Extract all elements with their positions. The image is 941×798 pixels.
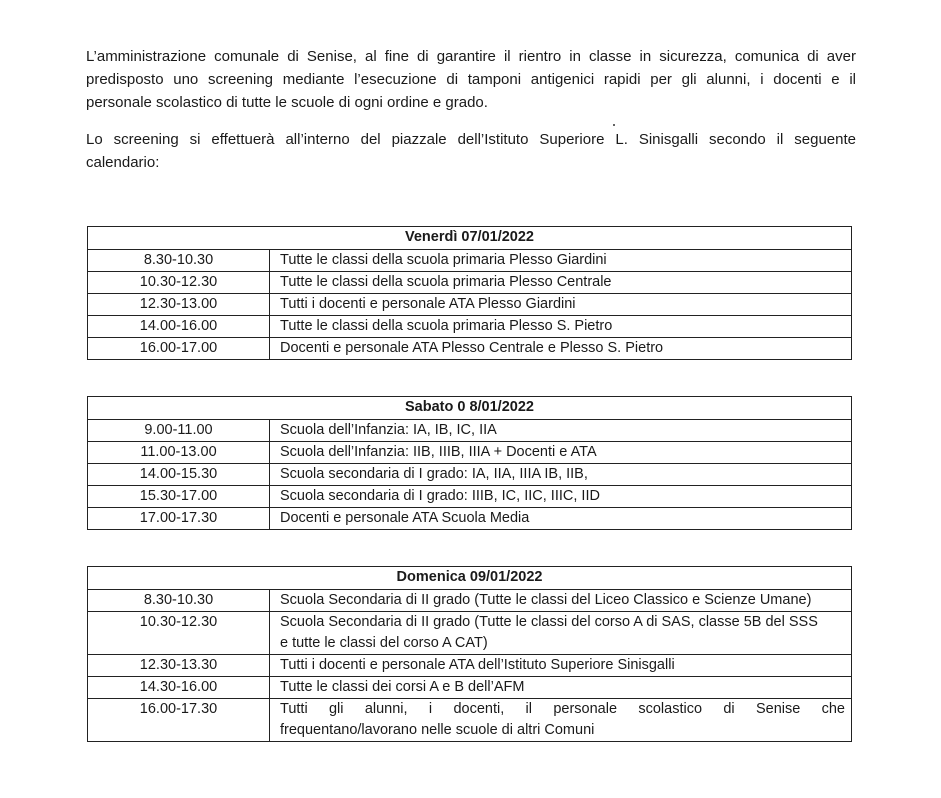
slot-description: Docenti e personale ATA Scuola Media — [270, 508, 852, 530]
slot-description: Scuola secondaria di I grado: IA, IIA, IIIA IB, IIB, — [270, 464, 852, 486]
time-slot: 14.00-16.00 — [88, 316, 270, 338]
slot-description — [270, 699, 852, 742]
slot-description — [270, 612, 852, 655]
table-row — [88, 294, 852, 316]
scan-speck — [613, 124, 615, 126]
table-header-row — [88, 227, 852, 250]
time-slot: 15.30-17.00 — [88, 486, 270, 508]
intro-paragraph — [86, 45, 856, 114]
day-title: Sabato 0 8/01/2022 — [88, 397, 852, 420]
time-slot: 17.00-17.30 — [88, 508, 270, 530]
intro-line-1: L’amministrazione comunale di Senise, al fine di garantire il rientro in classe in sicurezza, comunica di aver — [86, 48, 856, 65]
table-row — [88, 677, 852, 699]
table-header-row — [88, 567, 852, 590]
table-row — [88, 655, 852, 677]
time-slot: 10.30-12.30 — [88, 272, 270, 294]
slot-description-line-1: Scuola Secondaria di II grado (Tutte le classi del corso A di SAS, classe 5B del SSS — [280, 614, 818, 630]
table-row — [88, 338, 852, 360]
slot-description: Scuola secondaria di I grado: IIIB, IC, IIC, IIIC, IID — [270, 486, 852, 508]
schedule-table-friday — [87, 226, 852, 360]
schedule-table-sunday — [87, 566, 852, 742]
location-paragraph — [86, 128, 856, 174]
time-slot: 12.30-13.00 — [88, 294, 270, 316]
time-slot: 14.30-16.00 — [88, 677, 270, 699]
time-slot: 8.30-10.30 — [88, 250, 270, 272]
schedule-table-saturday — [87, 396, 852, 530]
table-row — [88, 612, 852, 655]
slot-description: Tutti i docenti e personale ATA Plesso Giardini — [270, 294, 852, 316]
table-row — [88, 590, 852, 612]
slot-description: Docenti e personale ATA Plesso Centrale e Plesso S. Pietro — [270, 338, 852, 360]
table-row — [88, 420, 852, 442]
table-row — [88, 699, 852, 742]
table-row — [88, 250, 852, 272]
slot-description: Tutte le classi della scuola primaria Plesso Giardini — [270, 250, 852, 272]
slot-description: Scuola dell’Infanzia: IA, IB, IC, IIA — [270, 420, 852, 442]
slot-description: Scuola Secondaria di II grado (Tutte le classi del Liceo Classico e Scienze Umane) — [270, 590, 852, 612]
location-line-2: calendario: — [86, 154, 160, 171]
slot-description: Tutte le classi della scuola primaria Plesso S. Pietro — [270, 316, 852, 338]
time-slot: 14.00-15.30 — [88, 464, 270, 486]
slot-description: Tutte le classi della scuola primaria Plesso Centrale — [270, 272, 852, 294]
table-row — [88, 272, 852, 294]
slot-description-line-2: e tutte le classi del corso A CAT) — [280, 635, 488, 651]
time-slot: 12.30-13.30 — [88, 655, 270, 677]
slot-description: Scuola dell’Infanzia: IIB, IIIB, IIIA + Docenti e ATA — [270, 442, 852, 464]
slot-description-line-1: Tutti gli alunni, i docenti, il personale scolastico di Senise che — [280, 701, 845, 717]
table-row — [88, 508, 852, 530]
time-slot: 16.00-17.30 — [88, 699, 270, 742]
time-slot: 11.00-13.00 — [88, 442, 270, 464]
table-row — [88, 442, 852, 464]
time-slot: 9.00-11.00 — [88, 420, 270, 442]
time-slot: 16.00-17.00 — [88, 338, 270, 360]
slot-description: Tutte le classi dei corsi A e B dell’AFM — [270, 677, 852, 699]
time-slot: 8.30-10.30 — [88, 590, 270, 612]
slot-description-line-2: frequentano/lavorano nelle scuole di altri Comuni — [280, 722, 595, 738]
table-row — [88, 464, 852, 486]
table-header-row — [88, 397, 852, 420]
intro-line-2: predisposto uno screening mediante l’esecuzione di tamponi antigenici rapidi per gli alunni, i docenti e il — [86, 71, 856, 88]
table-row — [88, 486, 852, 508]
table-row — [88, 316, 852, 338]
intro-line-3: personale scolastico di tutte le scuole di ogni ordine e grado. — [86, 94, 488, 111]
day-title: Venerdì 07/01/2022 — [88, 227, 852, 250]
time-slot: 10.30-12.30 — [88, 612, 270, 655]
day-title: Domenica 09/01/2022 — [88, 567, 852, 590]
slot-description: Tutti i docenti e personale ATA dell’Istituto Superiore Sinisgalli — [270, 655, 852, 677]
location-line-1: Lo screening si effettuerà all’interno del piazzale dell’Istituto Superiore L. Sinisgalli secondo il seguente — [86, 131, 856, 148]
